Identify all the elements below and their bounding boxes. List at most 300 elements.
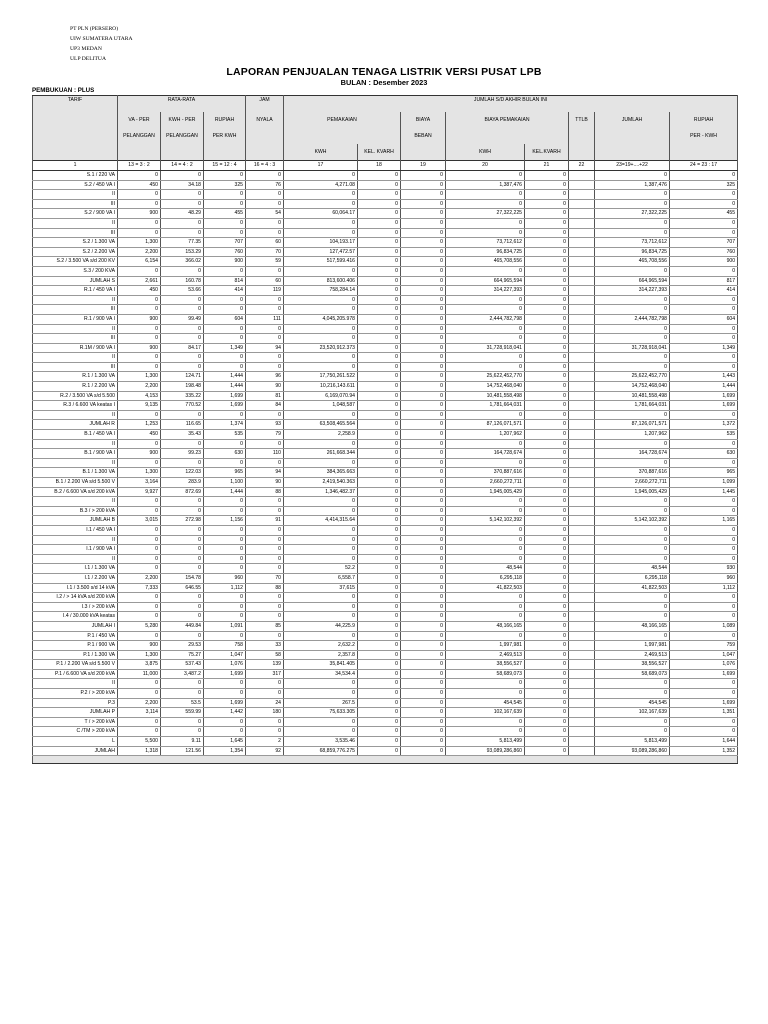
column-index-cell: 21 xyxy=(525,161,569,171)
column-index-cell: 20 xyxy=(446,161,525,171)
value-cell: 0 xyxy=(358,314,401,324)
table-row xyxy=(33,573,738,583)
value-cell: 0 xyxy=(401,362,446,372)
value-cell: 91 xyxy=(246,516,284,526)
value-cell: 0 xyxy=(670,362,738,372)
table-row xyxy=(33,506,738,516)
value-cell: 0 xyxy=(284,689,358,699)
tarif-cell: P.3 xyxy=(33,698,118,708)
value-cell: 450 xyxy=(118,430,161,440)
table-row xyxy=(33,209,738,219)
value-cell: 11,000 xyxy=(118,669,161,679)
tarif-cell: B.1 / 900 VA I xyxy=(33,449,118,459)
value-cell: 6,154 xyxy=(118,257,161,267)
value-cell: 2,469,513 xyxy=(595,650,670,660)
value-cell: 0 xyxy=(525,334,569,344)
value-cell: 0 xyxy=(670,190,738,200)
value-cell: 965 xyxy=(204,468,246,478)
value-cell: 0 xyxy=(595,612,670,622)
value-cell: 0 xyxy=(670,602,738,612)
header-per-kwh-r: PER - KWH xyxy=(670,128,738,144)
table-row xyxy=(33,401,738,411)
value-cell: 0 xyxy=(525,266,569,276)
value-cell: 3,875 xyxy=(118,660,161,670)
value-cell: 5,500 xyxy=(118,737,161,747)
value-cell: 0 xyxy=(358,353,401,363)
value-cell: 0 xyxy=(595,458,670,468)
value-cell: 68,859,776.275 xyxy=(284,746,358,756)
value-cell: 4,271.08 xyxy=(284,180,358,190)
tarif-cell: P.1 / 1.300 VA xyxy=(33,650,118,660)
value-cell: 261,668.344 xyxy=(284,449,358,459)
value-cell: 414 xyxy=(670,286,738,296)
value-cell: 0 xyxy=(284,171,358,181)
value-cell: 0 xyxy=(525,593,569,603)
table-row xyxy=(33,343,738,353)
value-cell: 0 xyxy=(401,650,446,660)
header-rupiah-r: RUPIAH xyxy=(670,112,738,128)
value-cell: 90 xyxy=(246,382,284,392)
tarif-cell: JUMLAH S xyxy=(33,276,118,286)
value-cell: 0 xyxy=(246,612,284,622)
value-cell: 1,099 xyxy=(670,478,738,488)
value-cell: 0 xyxy=(118,199,161,209)
value-cell: 454,545 xyxy=(595,698,670,708)
value-cell: 5,813,499 xyxy=(595,737,670,747)
value-cell: 58,689,073 xyxy=(595,669,670,679)
value-cell: 0 xyxy=(401,737,446,747)
value-cell: 1,156 xyxy=(204,516,246,526)
value-cell: 2,469,513 xyxy=(446,650,525,660)
value-cell xyxy=(569,478,595,488)
table-row xyxy=(33,180,738,190)
value-cell: 0 xyxy=(595,228,670,238)
value-cell: 0 xyxy=(670,506,738,516)
value-cell: 0 xyxy=(358,372,401,382)
value-cell: 465,708,556 xyxy=(446,257,525,267)
value-cell: 9,927 xyxy=(118,487,161,497)
table-row xyxy=(33,218,738,228)
column-index-row xyxy=(33,161,738,171)
column-index-cell: 16 = 4 : 3 xyxy=(246,161,284,171)
tarif-cell: III xyxy=(33,334,118,344)
value-cell: 0 xyxy=(161,334,204,344)
value-cell: 0 xyxy=(446,535,525,545)
value-cell: 48,544 xyxy=(595,564,670,574)
value-cell: 48,166,165 xyxy=(595,621,670,631)
value-cell: 0 xyxy=(595,305,670,315)
value-cell: 0 xyxy=(246,334,284,344)
value-cell: 0 xyxy=(161,679,204,689)
value-cell: 99.23 xyxy=(161,449,204,459)
value-cell: 0 xyxy=(204,564,246,574)
value-cell: 1,354 xyxy=(204,746,246,756)
value-cell: 0 xyxy=(446,439,525,449)
value-cell: 0 xyxy=(284,612,358,622)
value-cell: 0 xyxy=(401,420,446,430)
value-cell: 0 xyxy=(358,468,401,478)
table-row xyxy=(33,334,738,344)
table-body xyxy=(33,171,738,756)
value-cell: 1,048,587 xyxy=(284,401,358,411)
value-cell: 455 xyxy=(204,209,246,219)
value-cell: 0 xyxy=(525,218,569,228)
value-cell: 53.66 xyxy=(161,286,204,296)
value-cell: 0 xyxy=(246,545,284,555)
table-row xyxy=(33,190,738,200)
value-cell: 1,346,482.37 xyxy=(284,487,358,497)
value-cell: 1,699 xyxy=(204,698,246,708)
report-period xyxy=(0,78,768,87)
value-cell: 0 xyxy=(401,295,446,305)
value-cell: 0 xyxy=(284,545,358,555)
value-cell: 1,444 xyxy=(204,372,246,382)
value-cell xyxy=(569,449,595,459)
value-cell: 0 xyxy=(525,401,569,411)
value-cell: 96 xyxy=(246,372,284,382)
header-ttlb: TTLB xyxy=(569,112,595,128)
table-footer xyxy=(33,756,738,764)
value-cell: 0 xyxy=(118,525,161,535)
table-row xyxy=(33,612,738,622)
value-cell: 0 xyxy=(358,171,401,181)
value-cell: 758 xyxy=(204,641,246,651)
value-cell: 38,556,527 xyxy=(446,660,525,670)
value-cell: 0 xyxy=(358,343,401,353)
value-cell: 0 xyxy=(525,180,569,190)
value-cell: 0 xyxy=(446,266,525,276)
value-cell: 0 xyxy=(525,737,569,747)
value-cell: 0 xyxy=(358,708,401,718)
value-cell: 0 xyxy=(525,353,569,363)
value-cell: 0 xyxy=(446,218,525,228)
value-cell: 0 xyxy=(595,679,670,689)
value-cell: 0 xyxy=(204,439,246,449)
value-cell: 48,544 xyxy=(446,564,525,574)
value-cell xyxy=(569,209,595,219)
value-cell: 90 xyxy=(246,478,284,488)
tarif-cell: II xyxy=(33,554,118,564)
value-cell: 0 xyxy=(284,295,358,305)
value-cell: 0 xyxy=(401,525,446,535)
header-kwh-2: KWH xyxy=(446,144,525,161)
value-cell: 3,015 xyxy=(118,516,161,526)
value-cell xyxy=(569,410,595,420)
value-cell: 0 xyxy=(246,525,284,535)
column-index-cell: 17 xyxy=(284,161,358,171)
value-cell: 0 xyxy=(595,593,670,603)
table-row xyxy=(33,535,738,545)
value-cell: 0 xyxy=(595,324,670,334)
tarif-cell: S.1 / 220 VA xyxy=(33,171,118,181)
value-cell: 0 xyxy=(358,641,401,651)
value-cell: 0 xyxy=(161,266,204,276)
table-row xyxy=(33,631,738,641)
value-cell: 0 xyxy=(358,593,401,603)
value-cell xyxy=(569,238,595,248)
value-cell: 0 xyxy=(161,602,204,612)
table-row xyxy=(33,449,738,459)
value-cell: 160.78 xyxy=(161,276,204,286)
table-row xyxy=(33,247,738,257)
value-cell: 31,728,918,041 xyxy=(595,343,670,353)
value-cell: 0 xyxy=(358,698,401,708)
value-cell: 707 xyxy=(204,238,246,248)
value-cell: 0 xyxy=(358,535,401,545)
value-cell: 0 xyxy=(246,324,284,334)
tarif-cell: R.1 / 450 VA I xyxy=(33,286,118,296)
value-cell: 0 xyxy=(284,593,358,603)
value-cell: 0 xyxy=(401,401,446,411)
value-cell: 198.48 xyxy=(161,382,204,392)
value-cell: 0 xyxy=(401,391,446,401)
value-cell: 1,091 xyxy=(204,621,246,631)
header-tarif: TARIF xyxy=(33,96,118,113)
value-cell: 0 xyxy=(446,324,525,334)
tarif-cell: JUMLAH B xyxy=(33,516,118,526)
value-cell: 1,089 xyxy=(670,621,738,631)
value-cell: 0 xyxy=(670,545,738,555)
tarif-cell: II xyxy=(33,439,118,449)
value-cell xyxy=(569,660,595,670)
value-cell: 0 xyxy=(525,209,569,219)
value-cell: 0 xyxy=(525,382,569,392)
value-cell: 0 xyxy=(358,573,401,583)
value-cell: 0 xyxy=(401,506,446,516)
value-cell: 0 xyxy=(401,478,446,488)
value-cell: 0 xyxy=(525,535,569,545)
value-cell: 2,200 xyxy=(118,382,161,392)
value-cell: 1,300 xyxy=(118,650,161,660)
value-cell: 0 xyxy=(595,218,670,228)
value-cell: 0 xyxy=(525,727,569,737)
value-cell: 73,712,612 xyxy=(446,238,525,248)
column-index-cell: 23=19+....+22 xyxy=(595,161,670,171)
table-row xyxy=(33,391,738,401)
value-cell: 0 xyxy=(246,190,284,200)
value-cell: 1,300 xyxy=(118,238,161,248)
sales-table xyxy=(32,95,738,764)
value-cell: 0 xyxy=(446,199,525,209)
value-cell: 7,333 xyxy=(118,583,161,593)
value-cell xyxy=(569,353,595,363)
value-cell: 0 xyxy=(401,324,446,334)
value-cell: 14,752,468,040 xyxy=(595,382,670,392)
value-cell: 0 xyxy=(525,257,569,267)
value-cell: 76 xyxy=(246,180,284,190)
value-cell: 84.17 xyxy=(161,343,204,353)
table-row xyxy=(33,276,738,286)
value-cell: 10,481,558,498 xyxy=(446,391,525,401)
value-cell: 0 xyxy=(595,525,670,535)
value-cell: 0 xyxy=(161,410,204,420)
value-cell xyxy=(569,257,595,267)
value-cell: 0 xyxy=(446,334,525,344)
value-cell: 0 xyxy=(284,334,358,344)
value-cell: 1,349 xyxy=(204,343,246,353)
value-cell: 0 xyxy=(204,353,246,363)
value-cell: 0 xyxy=(204,362,246,372)
value-cell: 25,622,452,770 xyxy=(446,372,525,382)
value-cell: 1,207,962 xyxy=(446,430,525,440)
tarif-cell: II xyxy=(33,458,118,468)
value-cell: 0 xyxy=(204,727,246,737)
value-cell: 0 xyxy=(595,545,670,555)
tarif-cell: S.2 / 900 VA I xyxy=(33,209,118,219)
tarif-cell: II xyxy=(33,295,118,305)
table-row xyxy=(33,458,738,468)
value-cell: 0 xyxy=(525,458,569,468)
value-cell: 0 xyxy=(118,324,161,334)
header-row-2 xyxy=(33,112,738,128)
value-cell: 0 xyxy=(358,727,401,737)
value-cell: 41,822,503 xyxy=(595,583,670,593)
value-cell: 0 xyxy=(670,458,738,468)
table-row xyxy=(33,295,738,305)
value-cell: 0 xyxy=(401,746,446,756)
header-pemakaian: PEMAKAIAN xyxy=(284,112,401,128)
value-cell: 0 xyxy=(525,305,569,315)
value-cell: 325 xyxy=(670,180,738,190)
value-cell: 0 xyxy=(401,612,446,622)
value-cell: 75,633.305 xyxy=(284,708,358,718)
value-cell: 0 xyxy=(670,612,738,622)
table-row xyxy=(33,516,738,526)
value-cell: 0 xyxy=(525,362,569,372)
value-cell: 0 xyxy=(284,362,358,372)
value-cell: 454,545 xyxy=(446,698,525,708)
value-cell: 0 xyxy=(118,218,161,228)
value-cell xyxy=(569,266,595,276)
header-pelanggan-2: PELANGGAN xyxy=(161,128,204,144)
value-cell: 1,443 xyxy=(670,372,738,382)
value-cell xyxy=(569,228,595,238)
value-cell: 0 xyxy=(401,698,446,708)
value-cell: 0 xyxy=(161,631,204,641)
value-cell: 0 xyxy=(401,689,446,699)
value-cell: 0 xyxy=(595,689,670,699)
value-cell: 1,644 xyxy=(670,737,738,747)
column-index-cell: 18 xyxy=(358,161,401,171)
value-cell: 449.84 xyxy=(161,621,204,631)
value-cell: 0 xyxy=(595,199,670,209)
value-cell: 1,207,962 xyxy=(595,430,670,440)
value-cell: 817 xyxy=(670,276,738,286)
tarif-cell: II xyxy=(33,410,118,420)
value-cell: 84 xyxy=(246,401,284,411)
value-cell: 814 xyxy=(204,276,246,286)
value-cell: 0 xyxy=(446,679,525,689)
value-cell: 0 xyxy=(401,305,446,315)
value-cell: 10,481,558,498 xyxy=(595,391,670,401)
value-cell: 0 xyxy=(358,266,401,276)
value-cell: 0 xyxy=(161,593,204,603)
value-cell: 2,632.2 xyxy=(284,641,358,651)
value-cell: 0 xyxy=(401,314,446,324)
value-cell: 0 xyxy=(284,535,358,545)
tarif-cell: III xyxy=(33,199,118,209)
value-cell: 0 xyxy=(284,228,358,238)
value-cell: 0 xyxy=(525,669,569,679)
value-cell: 664,965,594 xyxy=(595,276,670,286)
value-cell: 0 xyxy=(118,593,161,603)
value-cell: 25,622,452,770 xyxy=(595,372,670,382)
value-cell xyxy=(569,439,595,449)
value-cell xyxy=(569,199,595,209)
tarif-cell: R.1 / 2.200 VA xyxy=(33,382,118,392)
value-cell: 0 xyxy=(284,506,358,516)
value-cell: 930 xyxy=(670,564,738,574)
value-cell: 0 xyxy=(358,583,401,593)
value-cell: 759 xyxy=(670,641,738,651)
value-cell: 1,047 xyxy=(670,650,738,660)
value-cell: 0 xyxy=(204,334,246,344)
value-cell: 0 xyxy=(525,516,569,526)
value-cell xyxy=(569,593,595,603)
value-cell: 0 xyxy=(525,439,569,449)
value-cell: 180 xyxy=(246,708,284,718)
value-cell: 0 xyxy=(595,171,670,181)
value-cell: 0 xyxy=(525,573,569,583)
value-cell: 325 xyxy=(204,180,246,190)
value-cell: 0 xyxy=(401,679,446,689)
value-cell: 0 xyxy=(118,631,161,641)
value-cell: 1,444 xyxy=(204,382,246,392)
tarif-cell: JUMLAH P xyxy=(33,708,118,718)
tarif-cell: L xyxy=(33,737,118,747)
value-cell: 0 xyxy=(246,410,284,420)
table-row xyxy=(33,564,738,574)
value-cell: 0 xyxy=(204,305,246,315)
value-cell: 0 xyxy=(401,257,446,267)
org-region: UIW SUMATERA UTARA xyxy=(70,36,133,42)
value-cell: 27,322,225 xyxy=(595,209,670,219)
value-cell: 0 xyxy=(401,564,446,574)
column-index-cell: 13 = 3 : 2 xyxy=(118,161,161,171)
value-cell: 0 xyxy=(401,535,446,545)
value-cell: 153.29 xyxy=(161,247,204,257)
value-cell: 52.2 xyxy=(284,564,358,574)
value-cell: 0 xyxy=(204,295,246,305)
value-cell: 121.56 xyxy=(161,746,204,756)
value-cell: 88 xyxy=(246,487,284,497)
value-cell: 960 xyxy=(204,573,246,583)
value-cell: 0 xyxy=(204,190,246,200)
value-cell: 0 xyxy=(358,679,401,689)
value-cell: 0 xyxy=(204,497,246,507)
value-cell: 0 xyxy=(401,621,446,631)
tarif-cell: B.1 / 2.200 VA s/d 5.500 V xyxy=(33,478,118,488)
value-cell xyxy=(569,314,595,324)
value-cell: 0 xyxy=(284,554,358,564)
value-cell: 0 xyxy=(161,506,204,516)
value-cell: 124.71 xyxy=(161,372,204,382)
table-row xyxy=(33,717,738,727)
value-cell xyxy=(569,334,595,344)
value-cell: 0 xyxy=(670,717,738,727)
value-cell: 94 xyxy=(246,468,284,478)
value-cell: 0 xyxy=(525,641,569,651)
value-cell: 370,887,616 xyxy=(446,468,525,478)
value-cell: 0 xyxy=(118,266,161,276)
value-cell: 2,357.8 xyxy=(284,650,358,660)
value-cell: 450 xyxy=(118,286,161,296)
value-cell xyxy=(569,171,595,181)
value-cell: 93,089,286,860 xyxy=(446,746,525,756)
value-cell: 900 xyxy=(118,314,161,324)
value-cell: 0 xyxy=(401,199,446,209)
tarif-cell: R.1M / 900 VA I xyxy=(33,343,118,353)
